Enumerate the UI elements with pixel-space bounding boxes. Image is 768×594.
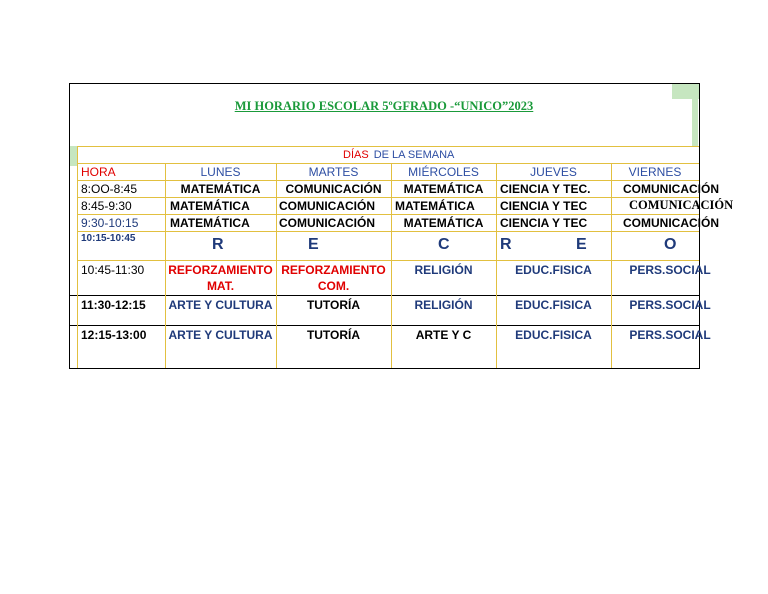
row5-viernes: PERS.SOCIAL	[629, 263, 711, 277]
row6-jueves: EDUC.FISICA	[515, 298, 592, 312]
row1-jueves: CIENCIA Y TEC.	[500, 182, 591, 196]
row5-martes	[276, 262, 391, 294]
row2-miercoles: MATEMÁTICA	[395, 199, 475, 213]
recreo-letter-r1: R	[212, 236, 224, 253]
row3-lunes: MATEMÁTICA	[170, 216, 250, 230]
dias-word: DÍAS	[343, 149, 369, 161]
row5-jueves: EDUC.FISICA	[515, 263, 592, 277]
row5-martes-line2: COM.	[317, 279, 350, 293]
row1-lunes: MATEMÁTICA	[180, 182, 261, 196]
row7-hora: 12:15-13:00	[81, 328, 147, 342]
row2-jueves: CIENCIA Y TEC	[500, 199, 588, 213]
header-viernes: VIERNES	[628, 165, 682, 179]
recreo-letter-o: O	[664, 236, 677, 253]
header-martes: MARTES	[308, 165, 359, 179]
row3-martes: COMUNICACIÓN	[279, 216, 375, 230]
row5-hora: 10:45-11:30	[81, 263, 145, 277]
row3-hora: 9:30-10:15	[81, 216, 139, 230]
row5-miercoles: RELIGIÓN	[414, 263, 473, 277]
recreo-letter-e1: E	[308, 236, 319, 253]
row6-hora: 11:30-12:15	[81, 298, 146, 312]
row3-viernes: COMUNICACIÓN	[623, 216, 719, 230]
row2-martes: COMUNICACIÓN	[279, 199, 375, 213]
row2-viernes: COMUNICACIÓN	[629, 198, 734, 212]
row5-martes-line1: REFORZAMIENTO	[281, 263, 386, 277]
row6-viernes: PERS.SOCIAL	[629, 298, 711, 312]
header-jueves: JUEVES	[530, 165, 577, 179]
row7-viernes: PERS.SOCIAL	[629, 328, 711, 342]
row5-lunes	[165, 262, 276, 294]
row7-martes: TUTORÍA	[306, 328, 361, 342]
row7-jueves: EDUC.FISICA	[515, 328, 592, 342]
header-miercoles: MIÉRCOLES	[408, 165, 479, 179]
row6-martes: TUTORÍA	[306, 298, 361, 312]
row5-lunes-line2: MAT.	[206, 279, 235, 293]
row2-lunes: MATEMÁTICA	[170, 199, 250, 213]
row3-miercoles: MATEMÁTICA	[403, 216, 484, 230]
row7-lunes: ARTE Y CULTURA	[168, 328, 273, 342]
header-hora: HORA	[81, 165, 116, 179]
row1-hora: 8:OO-8:45	[81, 182, 138, 196]
recreo-letter-e2: E	[576, 236, 587, 253]
dias-label	[343, 147, 454, 163]
row1-martes: COMUNICACIÓN	[285, 182, 382, 196]
row6-miercoles: RELIGIÓN	[414, 298, 473, 312]
semana-word: DE LA SEMANA	[373, 149, 455, 161]
recreo-hora: 10:15-10:45	[81, 233, 136, 244]
recreo-letter-r2: R	[500, 236, 512, 253]
row2-hora: 8:45-9:30	[81, 199, 132, 213]
page-title: MI HORARIO ESCOLAR 5ºGFRADO -“UNICO”2023	[234, 99, 534, 113]
row7-miercoles: ARTE Y C	[415, 328, 472, 342]
row6-lunes: ARTE Y CULTURA	[168, 298, 273, 312]
recreo-letter-c: C	[438, 236, 450, 253]
row5-lunes-line1: REFORZAMIENTO	[168, 263, 273, 277]
green-accent-left	[70, 146, 77, 166]
row3-jueves: CIENCIA Y TEC	[500, 216, 588, 230]
header-lunes: LUNES	[200, 165, 241, 179]
row1-miercoles: MATEMÁTICA	[403, 182, 484, 196]
row1-viernes: COMUNICACIÓN	[623, 182, 719, 196]
